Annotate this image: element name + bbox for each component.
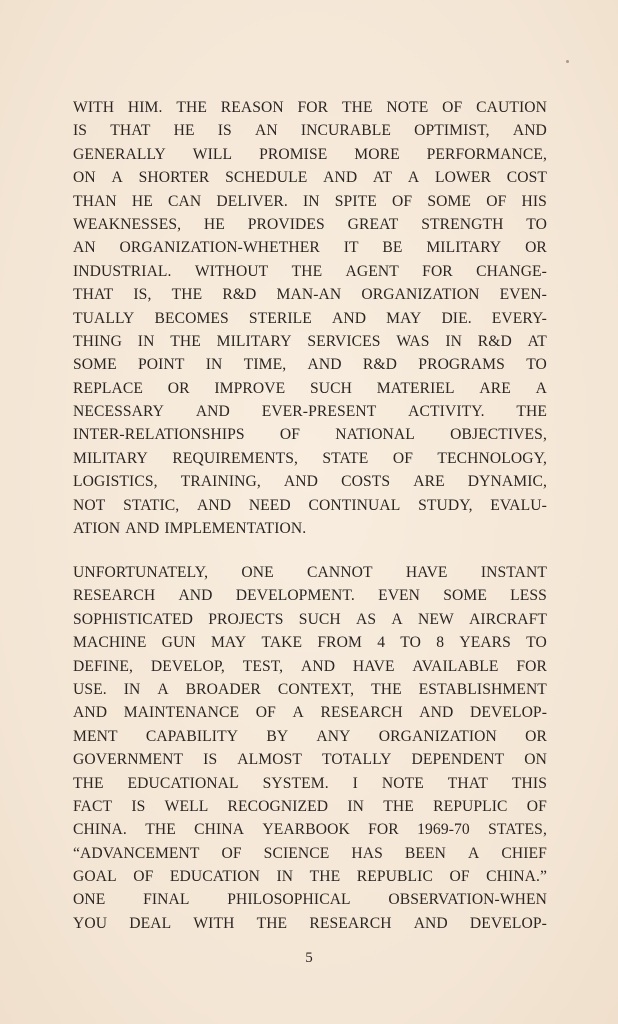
- word: IN: [205, 356, 223, 374]
- word: EVERY-: [491, 309, 547, 327]
- word: DEVELOP,: [150, 657, 225, 675]
- text-line: [73, 655, 547, 678]
- word: A: [391, 610, 403, 628]
- word: R&D: [477, 332, 512, 350]
- word: NECESSARY: [73, 403, 165, 421]
- word: GUN: [161, 634, 196, 652]
- word: REQUIREMENTS,: [172, 449, 298, 467]
- word: AN: [73, 239, 96, 257]
- text-line: [73, 307, 547, 330]
- text-line: [73, 517, 547, 540]
- word: WILL: [192, 145, 233, 163]
- word: GREAT: [347, 215, 399, 233]
- text-line: [73, 795, 547, 818]
- text-line: [73, 725, 547, 748]
- word: PERFORMANCE,: [426, 145, 547, 163]
- word: SHORTER: [138, 169, 210, 187]
- word: SOME: [73, 356, 117, 374]
- word: HAVE: [352, 657, 395, 675]
- word: IN: [445, 332, 462, 350]
- word: DEVELOP-: [469, 704, 547, 722]
- word: TEST,: [242, 657, 284, 675]
- word: AND: [125, 520, 160, 538]
- word: CAN: [168, 192, 202, 210]
- word: STUDY,: [418, 496, 473, 514]
- word: RESEARCH: [320, 704, 403, 722]
- text-line: [73, 330, 547, 353]
- word: BECOMES: [154, 309, 229, 327]
- word: OR: [525, 727, 547, 745]
- word: IMPLEMENTATION.: [164, 520, 307, 538]
- word: PROMISE: [259, 145, 328, 163]
- word: DELIVER.: [216, 192, 288, 210]
- text-line: [73, 260, 547, 283]
- word: AVAILABLE: [412, 657, 499, 675]
- text-line: [73, 701, 547, 724]
- word: FACT: [73, 797, 113, 815]
- word: ESTABLISHMENT: [418, 680, 547, 698]
- word: THE: [170, 332, 201, 350]
- word: SOME: [427, 192, 472, 210]
- word: WELL: [164, 797, 209, 815]
- word: HAVE: [405, 564, 448, 581]
- word: FOR: [422, 262, 453, 280]
- word: AND: [512, 122, 547, 140]
- word: AND: [73, 704, 108, 722]
- word: OF: [442, 99, 463, 116]
- word: FOR: [516, 657, 547, 675]
- word: TECHNOLOGY,: [437, 449, 547, 467]
- word: ATION: [73, 520, 121, 538]
- word: INDUSTRIAL.: [73, 262, 172, 280]
- word: R&D: [362, 356, 397, 374]
- word: IS: [217, 122, 232, 140]
- word: USE.: [73, 680, 107, 698]
- word: EVER-PRESENT: [261, 403, 377, 421]
- word: IT: [343, 239, 359, 257]
- word: “ADVANCEMENT: [73, 844, 200, 862]
- word: AND: [195, 403, 230, 421]
- word: TO: [400, 634, 422, 652]
- word: THE: [291, 262, 323, 280]
- paper-speck: [566, 60, 569, 63]
- word: ACTIVITY.: [408, 403, 485, 421]
- word: THE: [73, 774, 104, 792]
- word: AND: [323, 169, 358, 187]
- word: OF: [279, 426, 301, 444]
- word: SUCH: [309, 379, 352, 397]
- paragraph-1: [73, 96, 547, 540]
- text-line: [73, 423, 547, 446]
- word: DEVELOP-: [469, 914, 547, 932]
- text-line: [73, 842, 547, 865]
- word: FOR: [368, 821, 399, 839]
- word: TO: [526, 215, 547, 233]
- word: FINAL: [143, 891, 190, 909]
- word: HE: [173, 122, 195, 140]
- word: THIS: [511, 774, 547, 792]
- word: CAPABILITY: [145, 727, 239, 745]
- word: TUALLY: [73, 309, 135, 327]
- text-line: [73, 678, 547, 701]
- word: CONTINUAL: [308, 496, 401, 514]
- word: IMPROVE: [214, 379, 286, 397]
- text-line: [73, 748, 547, 771]
- text-line: [73, 400, 547, 423]
- word: IN: [302, 192, 320, 210]
- word: FROM: [317, 634, 362, 652]
- word: OPTIMIST,: [414, 122, 490, 140]
- word: DYNAMIC,: [467, 473, 547, 491]
- word: AND: [331, 309, 367, 327]
- word: FOR: [297, 99, 329, 116]
- text-line: [73, 772, 547, 795]
- word: EVALU-: [490, 496, 547, 514]
- word: ORGANIZATION-WHETHER: [119, 239, 320, 257]
- word: LOWER: [435, 169, 491, 187]
- text-line: [73, 888, 547, 911]
- word: A: [292, 704, 304, 722]
- word: DEFINE,: [73, 657, 134, 675]
- word: AND: [197, 496, 232, 514]
- word: AND: [301, 657, 336, 675]
- word: STRENGTH: [421, 215, 504, 233]
- word: INCURABLE: [300, 122, 391, 140]
- word: IN: [123, 680, 141, 698]
- word: AN: [254, 122, 278, 140]
- word: EDUCATIONAL: [127, 774, 239, 792]
- word: EVEN-: [499, 286, 547, 304]
- word: 8: [436, 634, 445, 652]
- word: A: [467, 844, 480, 862]
- word: REPUPLIC: [433, 797, 508, 815]
- text-line: [73, 447, 547, 470]
- word: ONE: [241, 564, 274, 581]
- word: NATIONAL: [335, 426, 415, 444]
- word: THAT: [73, 286, 114, 304]
- word: OF: [526, 797, 547, 815]
- word: THE: [256, 914, 288, 932]
- word: CHIEF: [501, 844, 547, 862]
- word: A: [157, 680, 169, 698]
- word: CONTEXT,: [277, 680, 355, 698]
- word: THE: [309, 868, 341, 886]
- word: HIS: [521, 192, 547, 210]
- word: EVEN: [378, 587, 421, 605]
- word: THE: [516, 403, 547, 421]
- word: CAUTION: [476, 99, 547, 116]
- text-line: [73, 631, 547, 654]
- text-line: [73, 561, 547, 584]
- paragraph-2: [73, 561, 547, 935]
- word: PROVIDES: [247, 215, 325, 233]
- word: THING: [73, 332, 123, 350]
- word: YEARBOOK: [262, 821, 350, 839]
- word: SERVICES: [307, 332, 381, 350]
- word: WAS: [396, 332, 430, 350]
- word: AS: [356, 610, 377, 628]
- word: ARE: [413, 473, 445, 491]
- text-line: [73, 96, 547, 119]
- text-line: [73, 608, 547, 631]
- word: RESEARCH: [309, 914, 392, 932]
- word: AT: [527, 332, 547, 350]
- word: IS: [203, 751, 218, 769]
- word: BY: [266, 727, 289, 745]
- word: MILITARY: [426, 239, 502, 257]
- word: SOME: [443, 587, 487, 605]
- word: 4: [377, 634, 386, 652]
- word: DEAL: [129, 914, 172, 932]
- word: COSTS: [341, 473, 391, 491]
- word: AIRCRAFT: [469, 610, 547, 628]
- word: OR: [525, 239, 547, 257]
- word: TOTALLY: [322, 751, 392, 769]
- word: R&D: [222, 286, 257, 304]
- word: MAY: [386, 309, 422, 327]
- word: GOVERNMENT: [73, 751, 184, 769]
- word: HIM.: [127, 99, 163, 116]
- word: THAT: [447, 774, 488, 792]
- word: CHINA.: [73, 821, 127, 839]
- word: PHILOSOPHICAL: [227, 891, 351, 909]
- word: TIME,: [243, 356, 287, 374]
- word: REPLACE: [73, 379, 144, 397]
- word: WITH: [193, 914, 235, 932]
- word: THAN: [73, 192, 117, 210]
- text-line: [73, 166, 547, 189]
- word: IN: [347, 797, 365, 815]
- text-line: [73, 470, 547, 493]
- word: ORGANIZATION: [361, 286, 480, 304]
- word: A: [535, 379, 547, 397]
- word: UNFORTUNATELY,: [73, 564, 209, 581]
- text-line: [73, 236, 547, 259]
- word: ORGANIZATION: [378, 727, 497, 745]
- word: NEED: [248, 496, 291, 514]
- word: IS: [131, 797, 146, 815]
- word: AGENT: [345, 262, 399, 280]
- word: OF: [255, 704, 276, 722]
- word: TAKE: [261, 634, 303, 652]
- word: ALMOST: [237, 751, 302, 769]
- word: MAINTENANCE: [123, 704, 240, 722]
- word: OBJECTIVES,: [450, 426, 547, 444]
- word: OF: [486, 192, 507, 210]
- word: MILITARY: [216, 332, 292, 350]
- word: REASON: [220, 99, 284, 116]
- word: POINT: [138, 356, 185, 374]
- word: ARE: [479, 379, 511, 397]
- word: 1969-70: [417, 821, 470, 839]
- word: IN: [137, 332, 155, 350]
- word: INSTANT: [480, 564, 547, 581]
- word: COST: [506, 169, 547, 187]
- word: STATE: [322, 449, 369, 467]
- word: REPUBLIC: [356, 868, 433, 886]
- word: WITH: [73, 99, 115, 116]
- word: MILITARY: [73, 449, 148, 467]
- word: DIE.: [441, 309, 472, 327]
- word: OF: [133, 868, 154, 886]
- word: OBSERVATION-WHEN: [388, 891, 547, 909]
- word: NOTE: [381, 774, 424, 792]
- word: THE: [145, 821, 176, 839]
- word: A: [111, 169, 123, 187]
- text-line: [73, 283, 547, 306]
- word: OR: [167, 379, 190, 397]
- word: PROJECTS: [208, 610, 284, 628]
- word: BE: [382, 239, 403, 257]
- text-line: [73, 353, 547, 376]
- word: SUCH: [298, 610, 341, 628]
- word: RECOGNIZED: [227, 797, 329, 815]
- word: GENERALLY: [73, 145, 166, 163]
- word: TRAINING,: [180, 473, 261, 491]
- word: OF: [392, 192, 413, 210]
- word: CANNOT: [307, 564, 373, 581]
- text-line: [73, 377, 547, 400]
- page-number: 5: [305, 950, 313, 966]
- word: ANY: [316, 727, 351, 745]
- word: THE: [171, 286, 203, 304]
- word: NOTE: [386, 99, 429, 116]
- word: HE: [203, 215, 225, 233]
- word: MENT: [73, 727, 118, 745]
- word: MAN-AN: [276, 286, 342, 304]
- text-line: [73, 818, 547, 841]
- text-line: [73, 494, 547, 517]
- word: HE: [131, 192, 153, 210]
- word: GOAL: [73, 868, 117, 886]
- word: OF: [449, 868, 470, 886]
- word: THE: [176, 99, 207, 116]
- word: AT: [372, 169, 393, 187]
- word: SCIENCE: [263, 844, 330, 862]
- text-line: [73, 213, 547, 236]
- text-line: [73, 865, 547, 888]
- word: INTER-RELATIONSHIPS: [73, 426, 245, 444]
- word: IS,: [133, 286, 152, 304]
- word: THE: [383, 797, 414, 815]
- word: CHINA.”: [486, 868, 547, 886]
- word: OF: [392, 449, 413, 467]
- word: THE: [371, 680, 402, 698]
- word: HAS: [351, 844, 383, 862]
- word: IN: [276, 868, 294, 886]
- word: AND: [307, 356, 342, 374]
- word: PROGRAMS: [418, 356, 505, 374]
- word: TO: [526, 356, 547, 374]
- word: MATERIEL: [376, 379, 455, 397]
- word: THE: [341, 99, 373, 116]
- word: IS: [73, 122, 88, 140]
- word: ON: [73, 169, 96, 187]
- word: BROADER: [185, 680, 261, 698]
- word: THAT: [110, 122, 151, 140]
- word: RESEARCH: [73, 587, 156, 605]
- word: AND: [283, 473, 319, 491]
- text-line: [73, 584, 547, 607]
- word: LOGISTICS,: [73, 473, 158, 491]
- word: STERILE: [248, 309, 312, 327]
- word: YEARS: [459, 634, 511, 652]
- text-line: [73, 143, 547, 166]
- word: OF: [221, 844, 242, 862]
- word: SCHEDULE: [225, 169, 308, 187]
- word: AND: [178, 587, 213, 605]
- word: AND: [419, 704, 454, 722]
- text-line: [73, 119, 547, 142]
- word: I: [352, 774, 358, 792]
- word: WEAKNESSES,: [73, 215, 182, 233]
- word: TO: [526, 634, 547, 652]
- word: SPITE: [334, 192, 377, 210]
- word: WITHOUT: [194, 262, 269, 280]
- word: SYSTEM.: [262, 774, 329, 792]
- word: ONE: [73, 891, 106, 909]
- word: MAY: [210, 634, 247, 652]
- text-line: [73, 190, 547, 213]
- word: DEPENDENT: [411, 751, 505, 769]
- word: ON: [524, 751, 547, 769]
- word: A: [407, 169, 420, 187]
- word: SOPHISTICATED: [73, 610, 193, 628]
- word: NOT: [73, 496, 106, 514]
- word: DEVELOPMENT.: [235, 587, 355, 605]
- word: MORE: [354, 145, 400, 163]
- word: STATIC,: [123, 496, 180, 514]
- word: MACHINE: [73, 634, 147, 652]
- word: YOU: [73, 914, 108, 932]
- word: AND: [413, 914, 448, 932]
- word: EDUCATION: [169, 868, 260, 886]
- word: CHANGE-: [476, 262, 547, 280]
- word: CHINA: [194, 821, 245, 839]
- text-line: [73, 912, 547, 935]
- word: LESS: [510, 587, 547, 605]
- word: NEW: [418, 610, 454, 628]
- word: BEEN: [404, 844, 446, 862]
- word: STATES,: [488, 821, 547, 839]
